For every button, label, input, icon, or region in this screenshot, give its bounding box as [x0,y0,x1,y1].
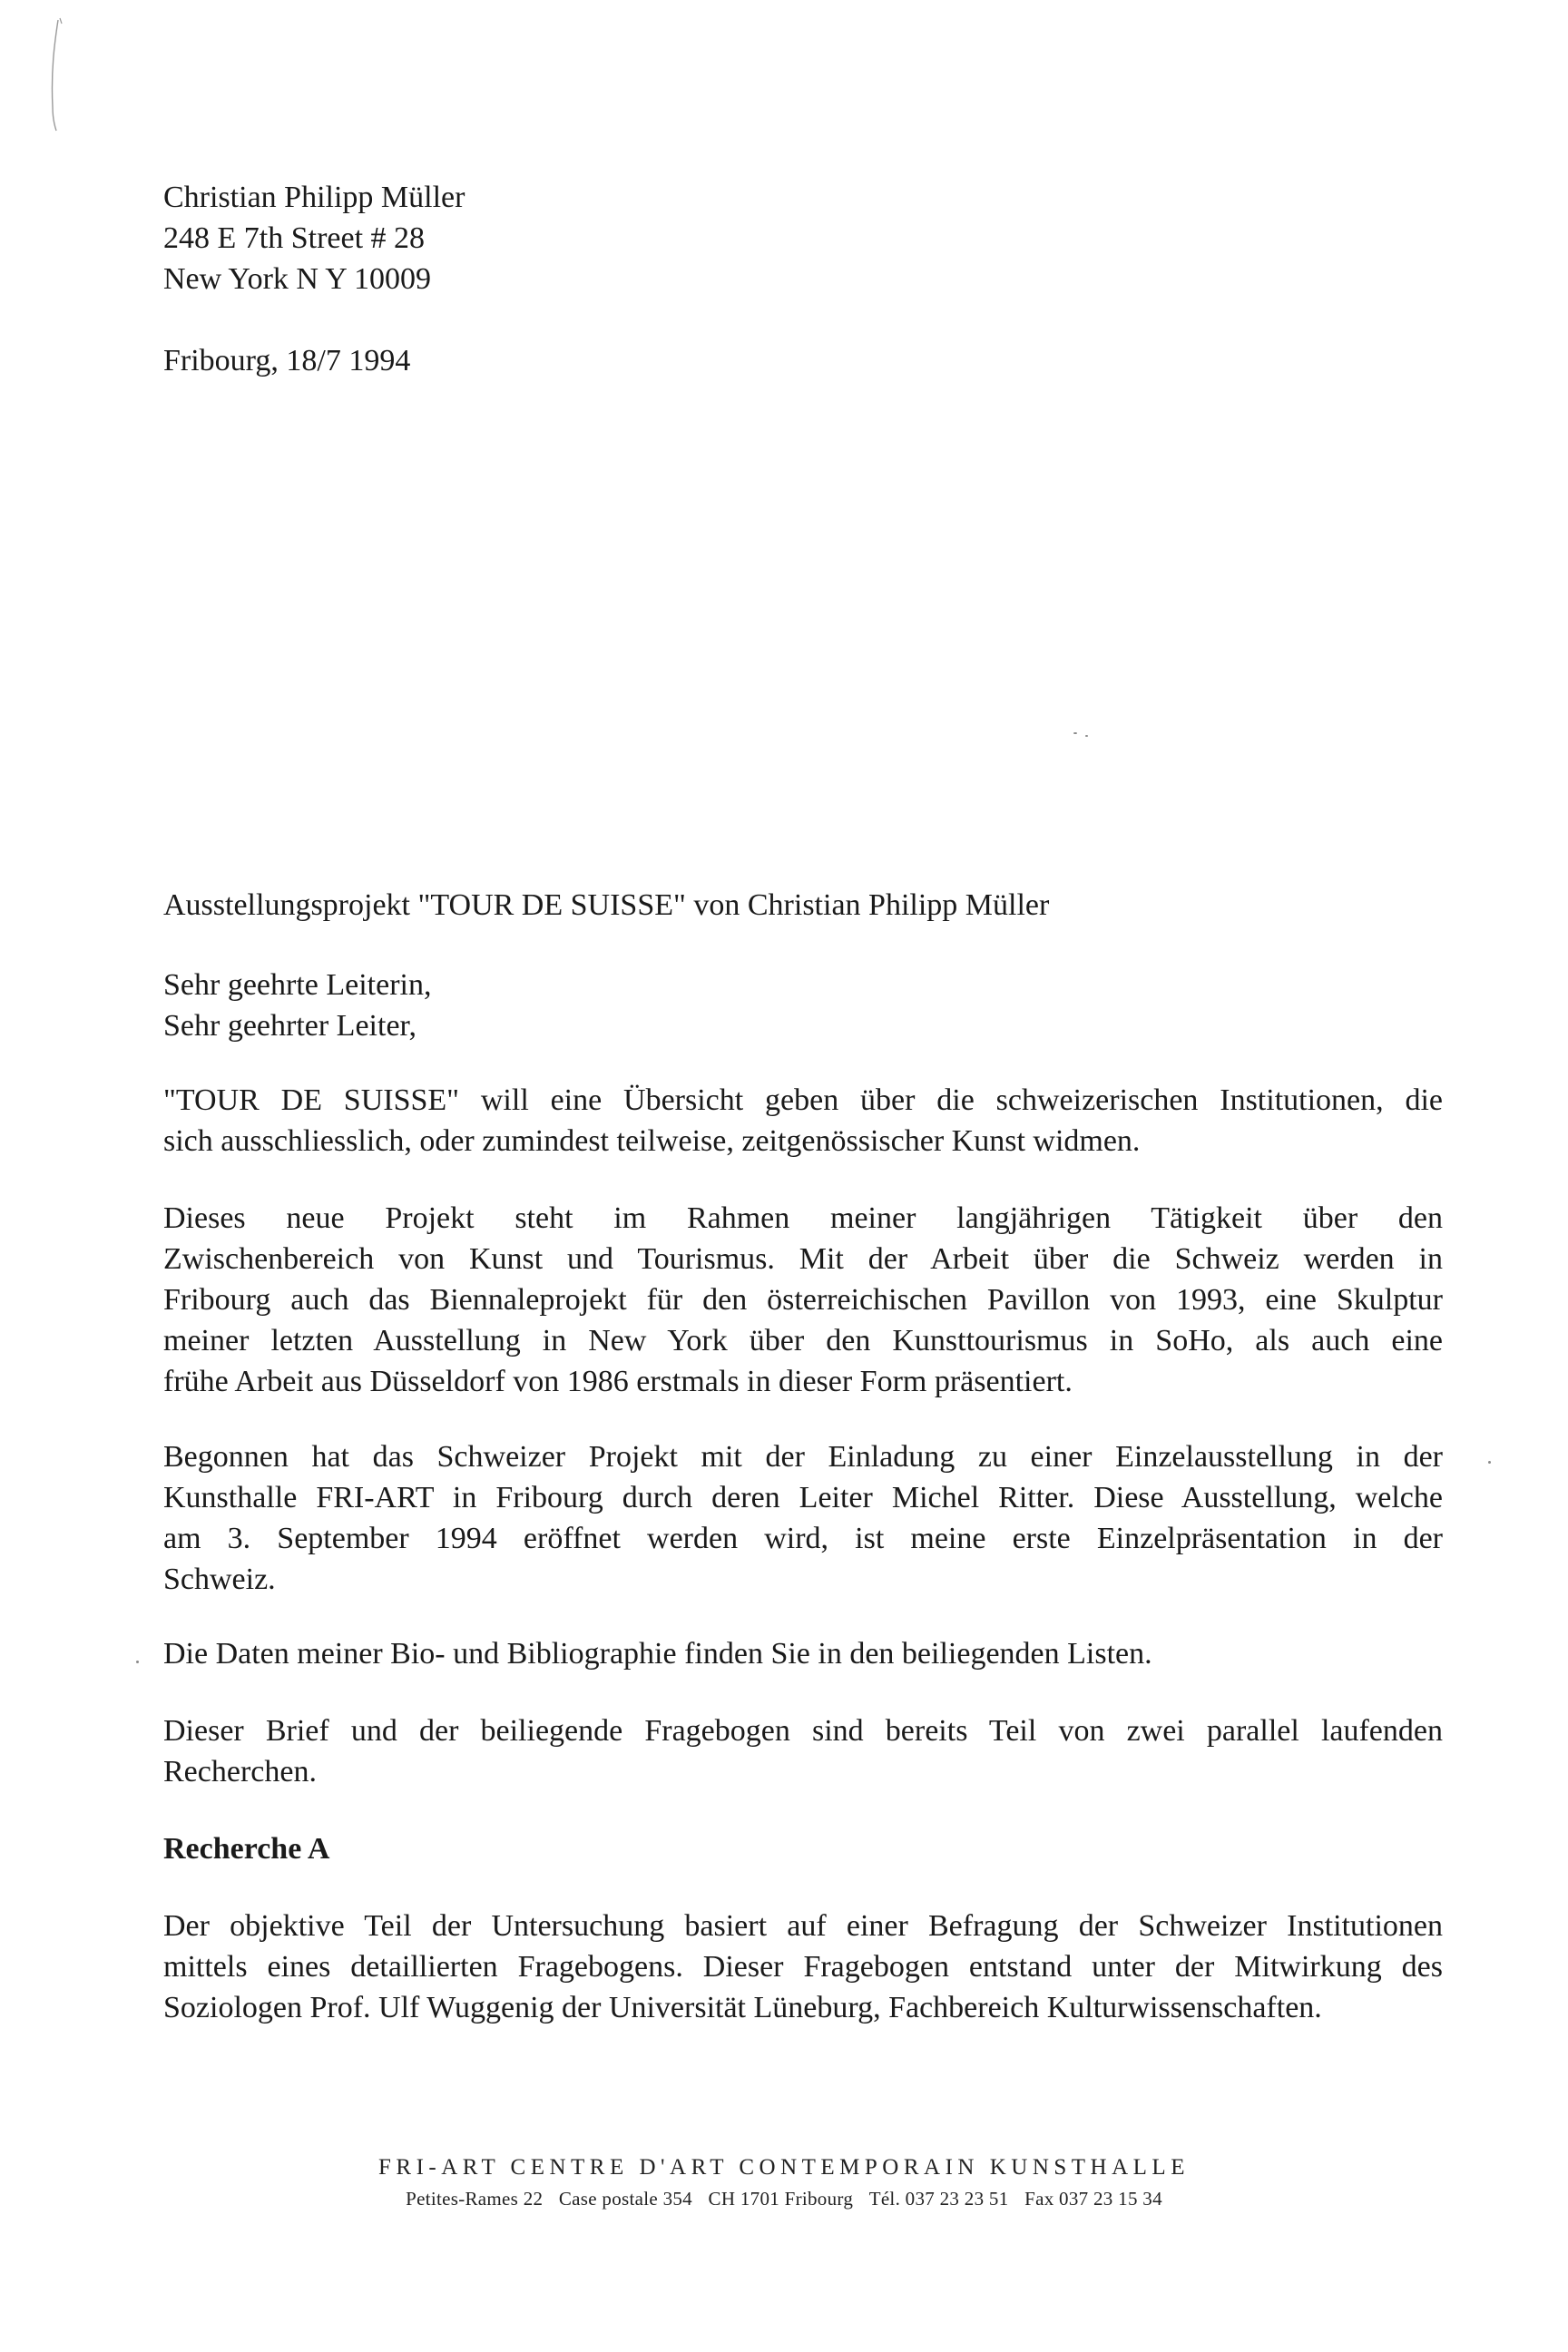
scan-speck [1085,735,1088,737]
subject-line [163,885,1443,926]
margin-pen-mark [42,16,69,134]
paragraph-line: Kunsthalle FRI-ART in Fribourg durch deren Leiter Michel Ritter. Diese Ausstellung, welche [163,1481,1443,1514]
scan-speck [1073,732,1077,734]
salutation-block [163,965,1443,1046]
footer-organization: FRI-ART CENTRE D'ART CONTEMPORAIN KUNSTHALLE [378,2155,1190,2180]
footer-city: CH 1701 Fribourg [708,2188,854,2210]
paragraph-line: Dieses neue Projekt steht im Rahmen meiner langjährigen Tätigkeit über den [163,1201,1443,1235]
paragraph-line: "TOUR DE SUISSE" will eine Übersicht geben über die schweizerischen Institutionen, die [163,1083,1443,1117]
sender-city: New York N Y 10009 [163,262,431,296]
paragraph-1 [163,1080,1443,1161]
paragraph-4 [163,1633,1443,1674]
section-heading-block [163,1828,1443,1869]
section-heading: Recherche A [163,1832,330,1866]
paragraph-line: sich ausschliesslich, oder zumindest teilweise, zeitgenössischer Kunst widmen. [163,1124,1141,1158]
sender-street: 248 E 7th Street # 28 [163,221,426,255]
footer-postbox: Case postale 354 [558,2188,692,2210]
footer-fax: Fax 037 23 15 34 [1024,2188,1162,2210]
footer-address: Petites-Rames 22 [406,2188,544,2210]
salutation-line-1: Sehr geehrte Leiterin, [163,968,432,1002]
paragraph-line: Zwischenbereich von Kunst und Tourismus. Mit der Arbeit über die Schweiz werden in [163,1242,1443,1276]
section-paragraph [163,1906,1443,2028]
paragraph-3 [163,1436,1443,1600]
paragraph-line: Recherchen. [163,1755,317,1788]
footer-contact [0,2188,1568,2210]
paragraph-line: Dieser Brief und der beiliegende Fragebogen sind bereits Teil von zwei parallel laufenden [163,1714,1443,1748]
sender-name: Christian Philipp Müller [163,181,466,214]
paragraph-5 [163,1710,1443,1792]
sender-block [163,177,1443,299]
paragraph-line: am 3. September 1994 eröffnet werden wird, ist meine erste Einzelpräsentation in der [163,1522,1443,1555]
paragraph-line: frühe Arbeit aus Düsseldorf von 1986 erstmals in dieser Form präsentiert. [163,1365,1073,1398]
salutation-line-2: Sehr geehrter Leiter, [163,1009,416,1043]
paragraph-line: Der objektive Teil der Untersuchung basiert auf einer Befragung der Schweizer Institutionen [163,1909,1443,1943]
scan-speck [136,1661,139,1663]
paragraph-line: meiner letzten Ausstellung in New York über den Kunsttourismus in SoHo, als auch eine [163,1324,1443,1357]
paragraph-line: Schweiz. [163,1563,276,1596]
date-line [163,340,1443,381]
paragraph-2 [163,1198,1443,1402]
paragraph-line: mittels eines detaillierten Fragebogens. Dieser Fragebogen entstand unter der Mitwirkung des [163,1950,1443,1984]
paragraph-line: Die Daten meiner Bio- und Bibliographie finden Sie in den beiliegenden Listen. [163,1637,1152,1671]
scan-speck [1488,1461,1491,1464]
paragraph-line: Soziologen Prof. Ulf Wuggenig der Universität Lüneburg, Fachbereich Kulturwissenschaften. [163,1991,1322,2024]
paragraph-line: Begonnen hat das Schweizer Projekt mit der Einladung zu einer Einzelausstellung in der [163,1440,1443,1474]
place-date: Fribourg, 18/7 1994 [163,344,411,377]
footer-phone: Tél. 037 23 23 51 [868,2188,1009,2210]
paragraph-line: Fribourg auch das Biennaleprojekt für den österreichischen Pavillon von 1993, eine Skulptur [163,1283,1443,1317]
subject: Ausstellungsprojekt "TOUR DE SUISSE" von Christian Philipp Müller [163,888,1050,922]
